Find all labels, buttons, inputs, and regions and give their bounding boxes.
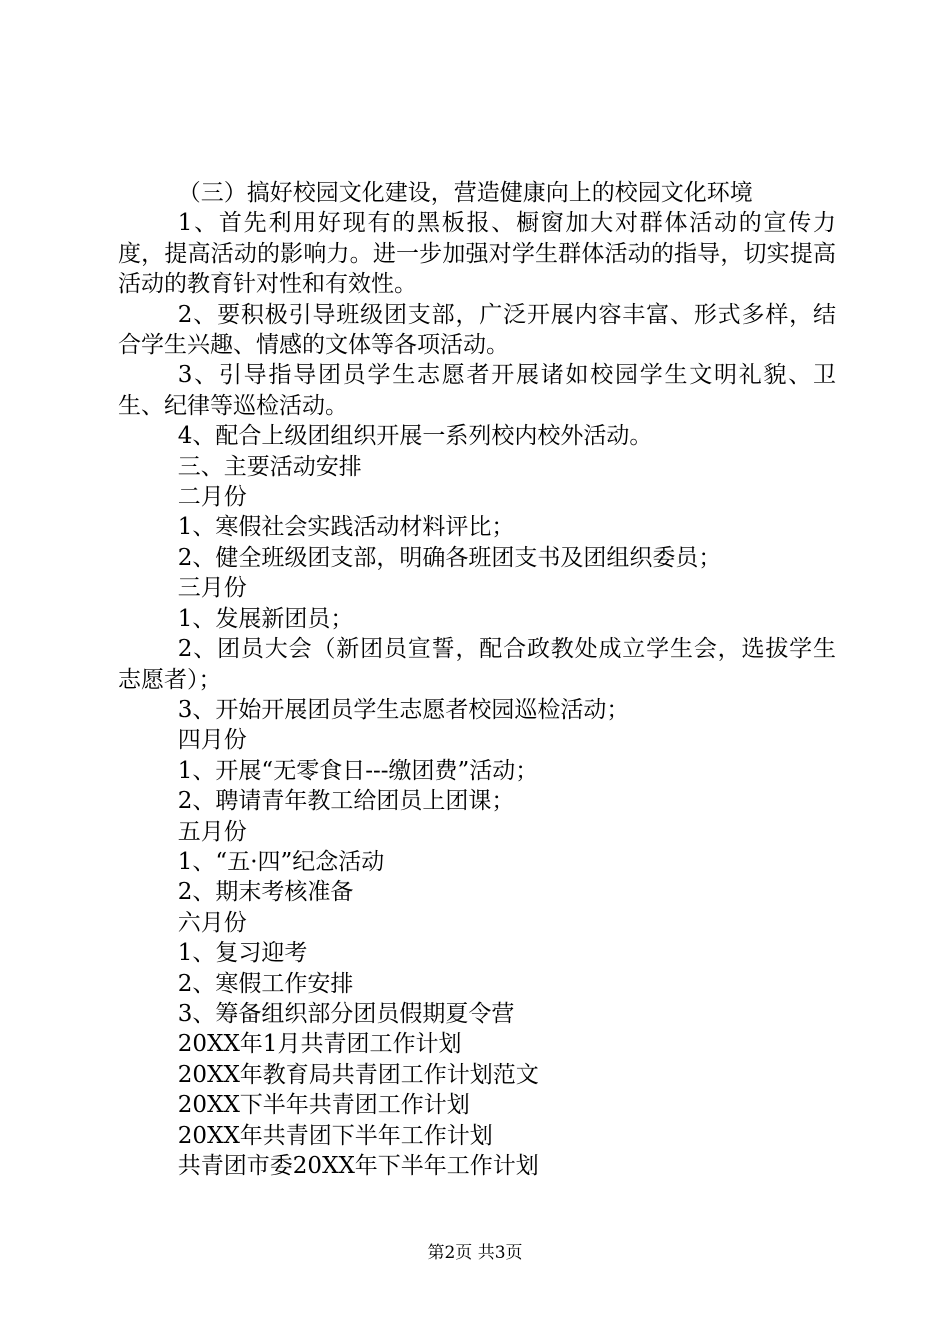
section-heading: （三）搞好校园文化建设，营造健康向上的校园文化环境 xyxy=(177,180,753,206)
list-item: 2、聘请青年教工给团员上团课； xyxy=(177,788,515,815)
list-item: 1、复习迎考 xyxy=(177,940,308,967)
list-item: 2、健全班级团支部，明确各班团支书及团组织委员； xyxy=(177,544,722,571)
paragraph: 2、要积极引导班级团支部，广泛开展内容丰富、形式多样，结合学生兴趣、情感的文体等各项活动。 xyxy=(118,301,836,359)
list-item: 1、寒假社会实践活动材料评比； xyxy=(177,514,515,541)
month-heading: 四月份 xyxy=(177,727,247,754)
related-title: 20XX年教育局共青团工作计划范文 xyxy=(177,1061,539,1088)
month-heading: 二月份 xyxy=(177,484,247,511)
list-item: 2、团员大会（新团员宣誓，配合政教处成立学生会，选拔学生志愿者）； xyxy=(118,636,836,693)
list-item: 1、开展“无零食日---缴团费”活动； xyxy=(177,757,539,784)
month-heading: 五月份 xyxy=(177,818,247,845)
month-heading: 六月份 xyxy=(177,909,247,936)
related-title: 20XX年1月共青团工作计划 xyxy=(177,1031,462,1058)
document-body xyxy=(118,178,836,1181)
page-number-footer: 第2页 共3页 xyxy=(427,1243,523,1263)
related-title: 20XX下半年共青团工作计划 xyxy=(177,1092,470,1119)
paragraph: 1、首先利用好现有的黑板报、橱窗加大对群体活动的宣传力度，提高活动的影响力。进一步加强对学生群体活动的指导，切实提高活动的教育针对性和有效性。 xyxy=(118,210,836,298)
list-item: 3、开始开展团员学生志愿者校园巡检活动； xyxy=(177,696,630,723)
list-item: 1、发展新团员； xyxy=(177,605,354,632)
related-title: 20XX年共青团下半年工作计划 xyxy=(177,1122,493,1149)
section-heading: 三、主要活动安排 xyxy=(177,453,362,480)
list-item: 1、“五·四”纪念活动 xyxy=(177,848,385,875)
month-heading: 三月份 xyxy=(177,575,247,602)
paragraph: 4、配合上级团组织开展一系列校内校外活动。 xyxy=(177,423,653,450)
related-title: 共青团市委20XX年下半年工作计划 xyxy=(177,1153,539,1179)
list-item: 2、期末考核准备 xyxy=(177,879,354,906)
list-item: 2、寒假工作安排 xyxy=(177,970,354,997)
list-item: 3、筹备组织部分团员假期夏令营 xyxy=(177,1000,515,1027)
paragraph: 3、引导指导团员学生志愿者开展诸如校园学生文明礼貌、卫生、纪律等巡检活动。 xyxy=(118,362,836,419)
